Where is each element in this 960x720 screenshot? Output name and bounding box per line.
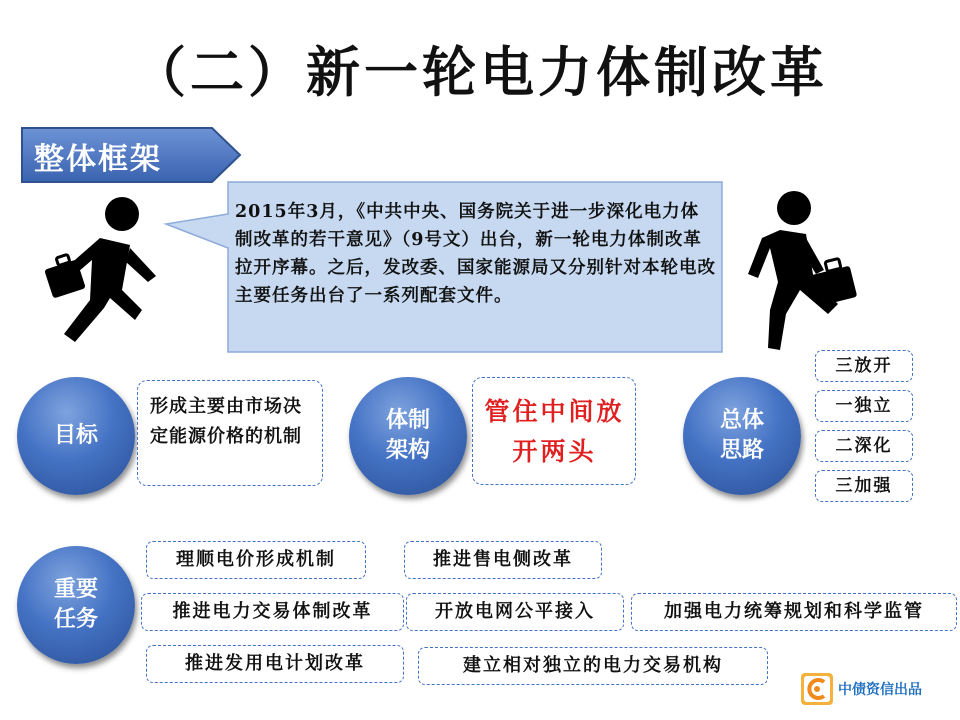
goal-circle <box>17 377 135 495</box>
approach-tag: 三加强 <box>815 470 913 502</box>
goal-label: 目标 <box>53 423 98 448</box>
task-item: 理顺电价形成机制 <box>146 541 366 579</box>
task-item: 加强电力统筹规划和科学监管 <box>631 593 957 631</box>
intro-paragraph: 2015年3月，《中共中央、国务院关于进一步深化电力体制改革的若干意见》（9号文）出台，新一轮电力体制改革拉开序幕。之后，发改委、国家能源局又分别针对本轮电改主要任务出台了一系列配套文件。 <box>235 202 716 306</box>
approach-circle <box>683 377 801 495</box>
goal-text: 形成主要由市场决定能源价格的机制 <box>150 396 302 447</box>
task-item: 推进发用电计划改革 <box>146 645 404 683</box>
publisher-label: 中债资信出品 <box>838 682 922 698</box>
section-label: 整体框架 <box>34 142 162 177</box>
structure-circle <box>349 377 467 495</box>
task-item: 建立相对独立的电力交易机构 <box>418 647 768 685</box>
task-item: 推进售电侧改革 <box>404 541 602 579</box>
slide-title: （二）新一轮电力体制改革 <box>132 41 828 104</box>
structure-label: 体制架构 <box>385 408 430 463</box>
approach-label: 总体思路 <box>719 408 764 463</box>
structure-text: 管住中间放开两头 <box>484 397 625 466</box>
publisher-logo-icon <box>800 672 834 706</box>
tasks-label: 重要任务 <box>53 577 98 632</box>
approach-tag: 二深化 <box>815 430 913 462</box>
walking-person-left-icon <box>30 190 165 350</box>
walking-person-right-icon <box>740 186 870 356</box>
approach-tag: 三放开 <box>815 350 913 382</box>
approach-tag: 一独立 <box>815 390 913 422</box>
tasks-circle <box>17 546 135 664</box>
task-item: 开放电网公平接入 <box>406 593 624 631</box>
task-item: 推进电力交易体制改革 <box>141 593 404 631</box>
